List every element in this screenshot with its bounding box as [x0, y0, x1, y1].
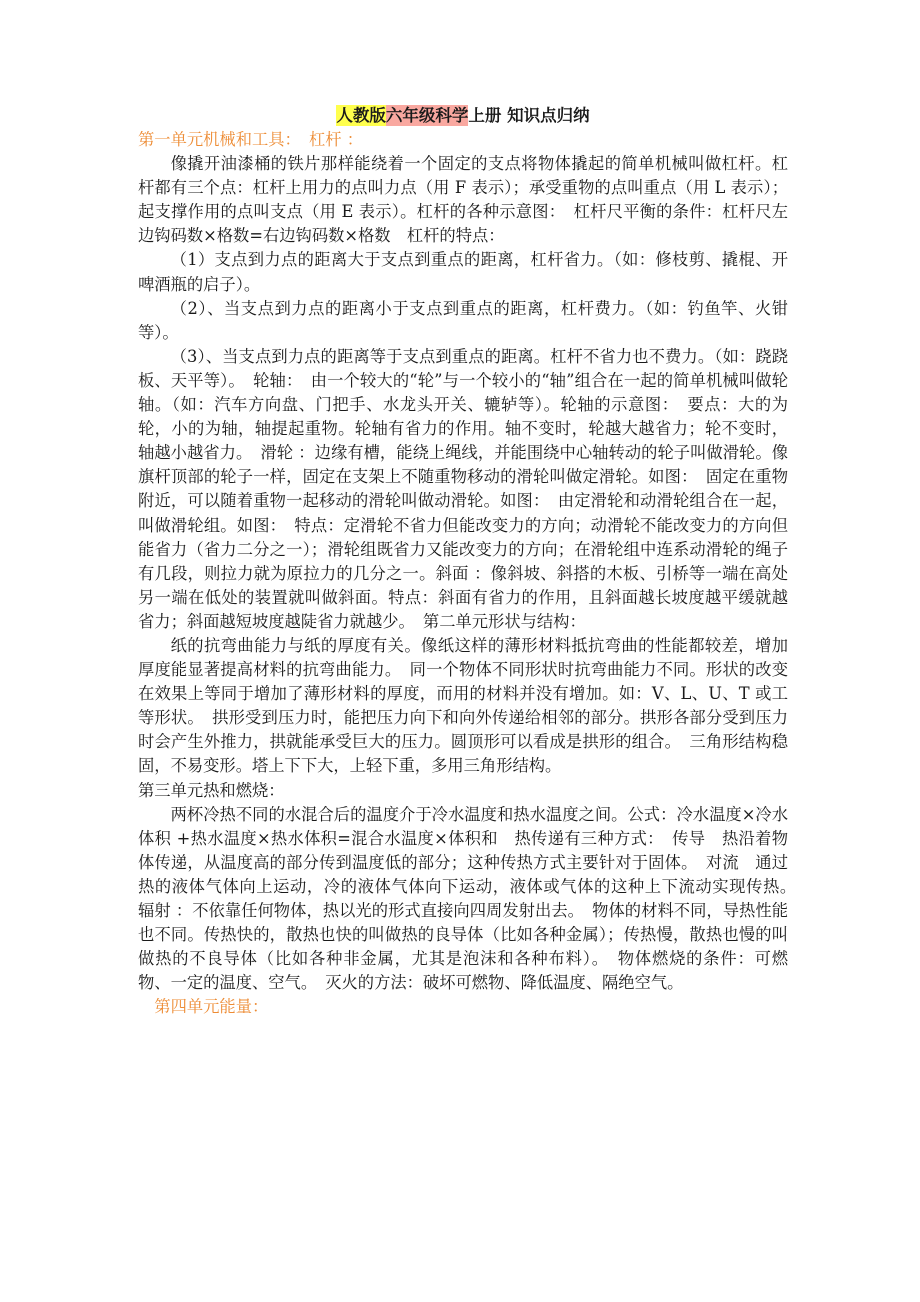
heading-unit-3: 第三单元热和燃烧： [138, 780, 285, 800]
title-rest: 上册 知识点归纳 [468, 106, 590, 125]
unit1-paragraph-2: （1）支点到力点的距离大于支点到重点的距离，杠杆省力。（如：修枝剪、撬棍、开啤酒瓶的启子）。 [138, 250, 788, 294]
title-publisher-highlight: 人教版 [336, 106, 386, 125]
page-title [138, 104, 788, 128]
unit3-paragraph-1: 两杯冷热不同的水混合后的温度介于冷水温度和热水温度之间。公式：冷水温度×冷水体积 +热水温度×热水体积=混合水温度×体积和 热传递有三种方式： 传导 热沿着物体传递，从温度高的部分传到温度低的部分；这种传热方式主要针对于固体。 对流 通过热的液体气体向上运动，冷的液体气体向下运动，液体或气体的这种上下流动实现传热。 辐射 ：不依靠任何物体，热以光的形式直接向四周发射出去。 物体的材料不同，导热性能也不同。传热快的，散热也快的叫做热的良导体（比如各种金属）；传热慢，散热也慢的叫做热的不良导体（比如各种非金属，尤其是泡沫和各种布料）。 物体燃烧的条件：可燃物、一定的温度、空气。 灭火的方法：破坏可燃物、降低温度、隔绝空气。 [138, 804, 805, 993]
heading-unit-4: 第四单元能量： [154, 997, 269, 1017]
unit1-paragraph-4: （3）、当支点到力点的距离等于支点到重点的距离。杠杆不省力也不费力。（如：跷跷板、天平等）。 轮轴： 由一个较大的“轮”与一个较小的“轴”组合在一起的简单机械叫做轮轴。（如：汽车方向盘、门把手、水龙头开关、辘轳等）。轮轴的示意图： 要点：大的为轮，小的为轴，轴提起重物。轮轴有省力的作用。轴不变时，轮越大越省力；轮不变时，轴越小越省力。 滑轮 ：边缘有槽，能绕上绳线，并能围绕中心轴转动的轮子叫做滑轮。像旗杆顶部的轮子一样，固定在支架上不随重物移动的滑轮叫做定滑轮。如图： 固定在重物附近，可以随着重物一起移动的滑轮叫做动滑轮。如图： 由定滑轮和动滑轮组合在一起，叫做滑轮组。如图： 特点：定滑轮不省力但能改变力的方向；动滑轮不能改变力的方向但能省力（省力二分之一）；滑轮组既省力又能改变力的方向；在滑轮组中连系动滑轮的绳子有几段，则拉力就为原拉力的几分之一。斜面 ：像斜坡、斜搭的木板、引桥等一端在高处另一端在低处的装置就叫做斜面。特点：斜面有省力的作用，且斜面越长坡度越平缓就越省力；斜面越短坡度越陡省力就越少。 第二单元形状与结构： [138, 346, 788, 631]
unit1-paragraph-1: 像撬开油漆桶的铁片那样能绕着一个固定的支点将物体撬起的简单机械叫做杠杆。杠杆都有三个点：杠杆上用力的点叫力点（用 F 表示）；承受重物的点叫重点（用 L 表示）；起支撑作用的点叫支点（用 E 表示）。杠杆的各种示意图： 杠杆尺平衡的条件：杠杆尺左边钩码数×格数=右边钩码数×格数 杠杆的特点： [138, 154, 788, 246]
document-body [138, 104, 805, 1019]
title-subject-highlight: 六年级科学 [385, 106, 469, 125]
unit1-paragraph-3: （2）、当支点到力点的距离小于支点到重点的距离，杠杆费力。（如：钓鱼竿、火钳等）。 [138, 298, 788, 342]
unit2-paragraph-1: 纸的抗弯曲能力与纸的厚度有关。像纸这样的薄形材料抵抗弯曲的性能都较差，增加厚度能显著提高材料的抗弯曲能力。 同一个物体不同形状时抗弯曲能力不同。形状的改变在效果上等同于增加了薄形材料的厚度，而用的材料并没有增加。如：V、L、U、T 或工等形状。 拱形受到压力时，能把压力向下和向外传递给相邻的部分。拱形各部分受到压力时会产生外推力，拱就能承受巨大的压力。圆顶形可以看成是拱形的组合。 三角形结构稳固，不易变形。塔上下下大，上轻下重，多用三角形结构。 [138, 635, 788, 776]
heading-unit-1: 第一单元机械和工具： 杠杆 ： [138, 130, 363, 149]
